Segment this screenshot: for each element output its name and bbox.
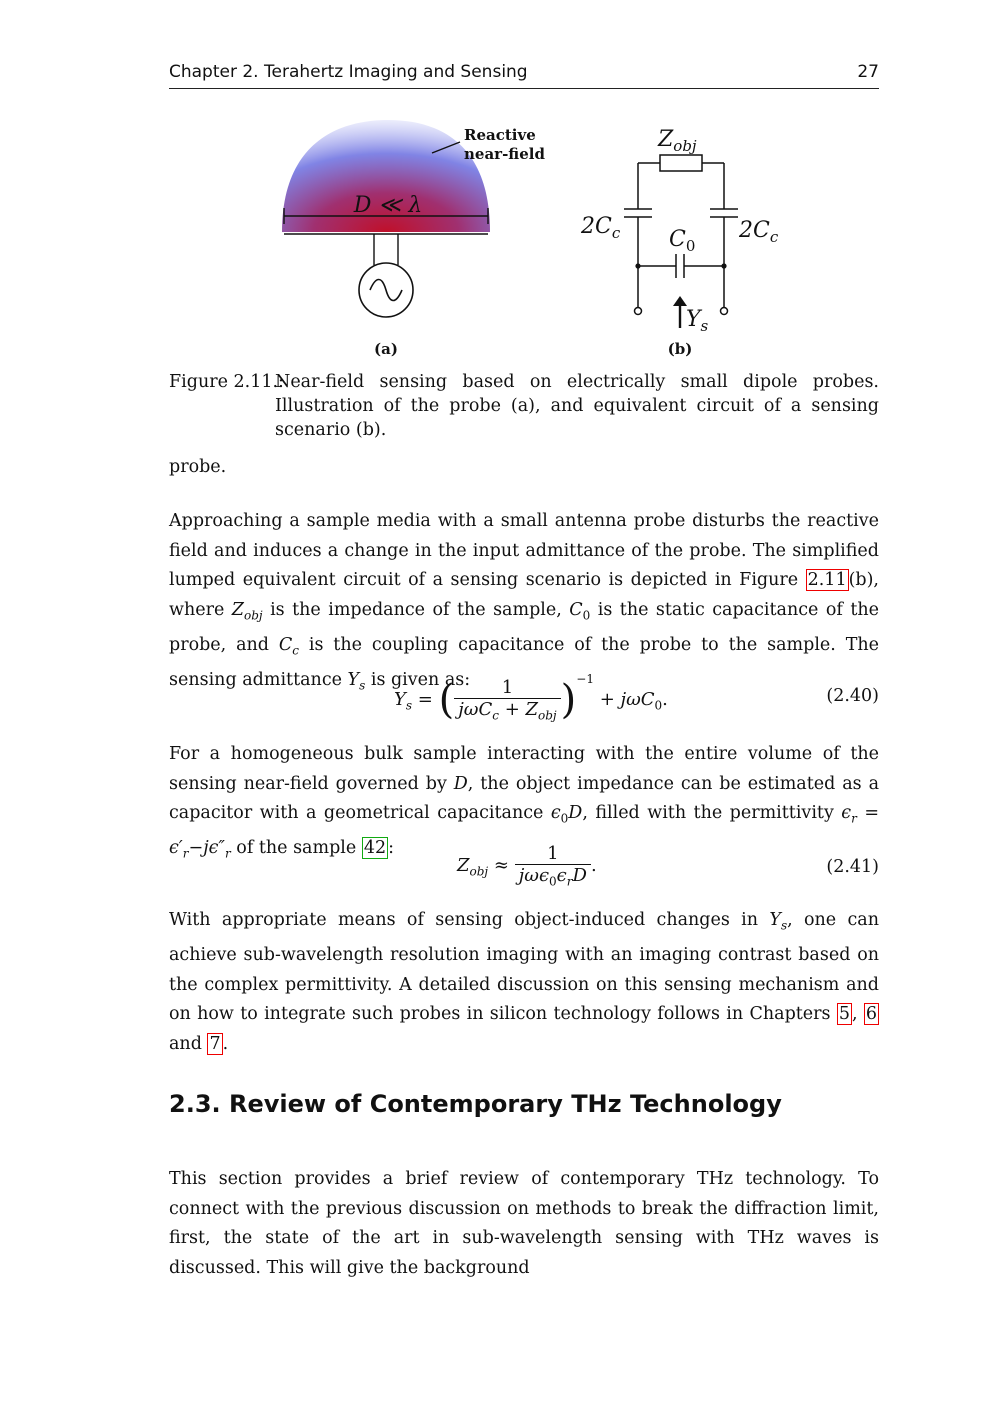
paragraph-review: This section provides a brief review of contemporary THz technology. To connect with the previous discussion on methods to break the diffraction limit, first, the state of the art in sub-wavelength sensing with THz waves is discussed. This will give the background [169, 1169, 879, 1278]
figure-ref-link[interactable]: 2.11 [807, 570, 847, 590]
zobj-label: $Z_{obj}$ [658, 127, 697, 155]
subfig-a-label: (a) [374, 340, 398, 358]
caption-text: Near-field sensing based on electrically small dipole probes. Illustration of the probe (a), and equivalent circuit of a sensing scenario (b). [275, 372, 879, 440]
ys-label: $Y_s$ [686, 307, 709, 335]
equation-2-41: $Z_{obj}$ ≈ $\frac{1}{j\omega\epsilon_0\epsilon_rD}$ . (2.41) [457, 843, 879, 889]
near-field-label-2: near-field [464, 145, 545, 163]
citation-link[interactable]: 42 [363, 838, 387, 858]
cc-left-label: $2C_c$ [581, 214, 621, 242]
paragraph-probe: probe. [169, 457, 227, 477]
paragraph-admittance: Approaching a sample media with a small antenna probe disturbs the reactive field and induces a change in the input admittance of the probe. The simplified lumped equivalent circuit of a sensing scenario is depicted in Figure 2.11 (b), where $Z_{obj}$ is the impedance of the sample, $C_0$ is the static capacitance of the probe, and $C_c$ is the coupling capacitance of the probe to the sample. The sensing admittance $Y_s$ is given as: [169, 511, 880, 692]
paragraph-bulk-sample: For a homogeneous bulk sample interacting with the entire volume of the sensing near-field governed by D, the object impedance can be estimated as a capacitor with a geometrical capacitance $\epsilon_0D$, filled with the permittivity $\epsilon_r = \epsilon'_r-j\epsilon''_r$ of the sample 42 : [169, 744, 880, 861]
section-heading: 2.3. Review of Contemporary THz Technology [169, 1090, 782, 1118]
near-field-label-1: Reactive [464, 126, 536, 144]
chapter-ref-5[interactable]: 5 [838, 1004, 850, 1024]
equation-number: (2.40) [826, 686, 879, 706]
subfig-b-label: (b) [667, 340, 693, 358]
c0-label: $C_0$ [669, 227, 696, 255]
running-header [169, 62, 879, 89]
caption-label: Figure 2.11.: [169, 372, 284, 392]
page-number: 27 [857, 62, 879, 82]
paragraph-sub-wavelength: With appropriate means of sensing object-induced changes in $Y_s$, one can achieve sub-wavelength resolution imaging with an imaging contrast based on the complex permittivity. A detailed discussion on this sensing mechanism and on how to integrate such probes in silicon technology follows in Chapters 5 , 6 and 7 . [169, 910, 879, 1054]
chapter-title: Chapter 2. Terahertz Imaging and Sensing [169, 62, 528, 82]
d-lambda-label: D ≪ λ [353, 193, 423, 218]
equation-2-40: $Y_s$ = ( $\frac{1}{j\omega C_c + Z_{obj}}$ )$^{-1}$ + jωC$_0$. (2.40) [394, 672, 879, 723]
chapter-ref-7[interactable]: 7 [209, 1033, 221, 1054]
figure-2-11 [270, 110, 810, 370]
cc-right-label: $2C_c$ [739, 218, 779, 246]
equation-number: (2.41) [826, 857, 879, 877]
chapter-ref-6[interactable]: 6 [865, 1004, 877, 1024]
